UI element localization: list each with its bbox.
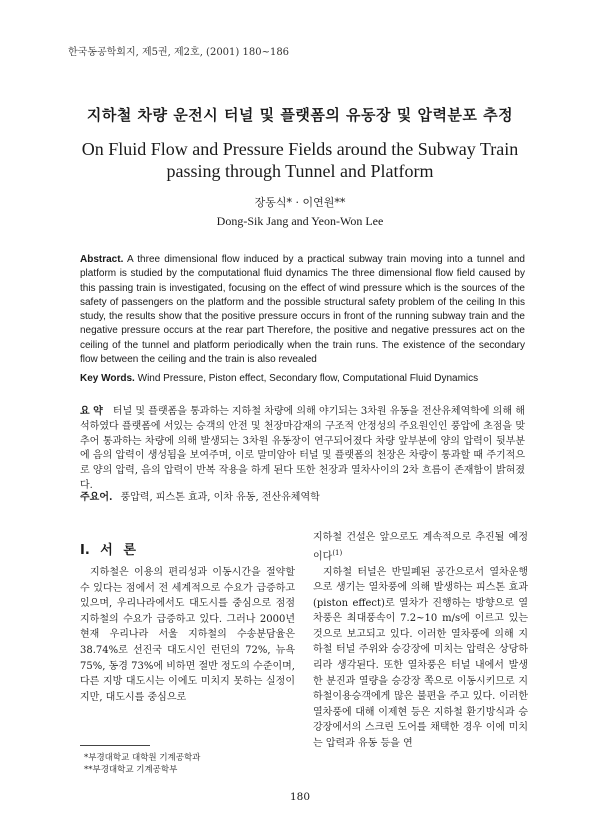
footnotes	[84, 752, 200, 776]
section-heading-introduction: I. 서 론	[80, 543, 136, 558]
authors-korean: 장동식* · 이연원**	[254, 196, 346, 209]
keywords-label: Key Words.	[80, 373, 135, 384]
keywords	[80, 373, 525, 384]
abstract-label: Abstract.	[80, 254, 124, 265]
footnote-1: *부경대학교 대학원 기계공학과	[84, 753, 201, 763]
left-column	[80, 565, 295, 705]
korean-title: 지하철 차량 운전시 터널 및 플랫폼의 유동장 및 압력분포 추정	[86, 106, 514, 124]
right-column-paragraph-1	[313, 530, 528, 565]
summary-text: 터널 및 플랫폼을 통과하는 지하철 차량에 의해 야기되는 3차원 유동을 전산유체역학에 의해 해석하였다 플랫폼에 서있는 승객의 안전 및 천장마감재의 구조적 안정성의 주요원인인 풍압에 초점을 맞추어 통과하는 차량에 의해 발생되는 3차원 유동장이 연구되어졌다 차량 앞부분에 양의 압력이 뒷부분에 음의 압력이 생성됨을 보여주며, 이로 말미암아 터널 및 플랫폼의 천장은 차량이 통과할 때 주기적으로 양의 압력, 음의 압력이 반복 작용을 하게 된다 또한 천장과 열차사이의 2차 흐름이 존재함이 밝혀졌다.	[80, 406, 525, 491]
keywords-text: Wind Pressure, Piston effect, Secondary flow, Computational Fluid Dynamics	[137, 373, 479, 384]
summary-label: 요 약	[80, 406, 103, 417]
english-title: On Fluid Flow and Pressure Fields around the Subway Train passing through Tunnel and Platform	[81, 139, 519, 181]
korean-keywords-text: 풍압력, 피스톤 효과, 이차 유동, 전산유체역학	[120, 492, 320, 503]
right-column	[313, 530, 528, 752]
left-column-paragraph: 지하철은 이용의 편리성과 이동시간을 절약할 수 있다는 점에서 전 세계적으로 수요가 급증하고 있으며, 우리나라에서도 대도시를 중심으로 점점 지하철의 수요가 급증하고 있다. 그러나 2000년 현재 우리나라 서울 지하철의 수송분담율은 38.74%로 선진국 대도시인 런던의 72%, 뉴욕 75%, 동경 73%에 비하면 절반 정도의 수준이며, 다른 지방 대도시는 이에도 미치지 못하는 실정이지만, 대도시를 중심으로	[80, 567, 295, 703]
korean-keywords-label: 주요어.	[80, 492, 113, 503]
korean-keywords	[80, 488, 525, 503]
abstract-text: A three dimensional flow induced by a practical subway train moving into a tunnel and platform is studied by the computational fluid dynamics The three dimensional flow field caused by this passing train is investigated, focusing on the effect of wind pressure which is the sources of the safety of passengers on the platform and the possible structural safety problem of the ceiling In this study, the results show that the positive pressure occurs in front of the running subway train and the negative pressure occurs at the rear part Therefore, the positive and negative pressures act on the ceiling of the tunnel and platform periodically when the train runs. The existence of the secondary flow between the ceiling and the train is also revealed	[80, 254, 525, 366]
footnote-2: **부경대학교 기계공학부	[84, 765, 178, 775]
right-column-paragraph-2: 지하철 터널은 반밀폐된 공간으로서 열차운행으로 생기는 열차풍에 의해 발생하는 피스톤 효과(piston effect)로 열차가 진행하는 방향으로 열차풍은 최대풍속이 7.2~10 m/s에 이르고 있는 것으로 보고되고 있다. 이러한 열차풍에 의해 지하철 터널 주위와 승강장에 미치는 압력은 상당하리라 생각된다. 또한 열차풍은 터널 내에서 발생한 분진과 열량을 승강장 쪽으로 이동시키므로 지하철이용승객에게 많은 불편을 주고 있다. 이러한 열차풍에 대해 이제현 등은 지하철 환기방식과 승강장에서의 스크린 도어를 채택한 경우 이에 미치는 압력과 유동 등을 연	[313, 566, 528, 750]
korean-summary	[80, 405, 525, 494]
abstract	[80, 253, 525, 367]
journal-header: 한국동공학회지, 제5권, 제2호, (2001) 180~186	[68, 47, 290, 58]
right-column-text-1: 지하철 건설은 앞으로도 계속적으로 추진될 예정이다	[313, 532, 528, 562]
reference-marker: (1)	[332, 548, 343, 557]
authors-english: Dong-Sik Jang and Yeon-Won Lee	[216, 214, 384, 228]
page-number: 180	[289, 791, 311, 803]
footnote-rule	[80, 745, 150, 746]
